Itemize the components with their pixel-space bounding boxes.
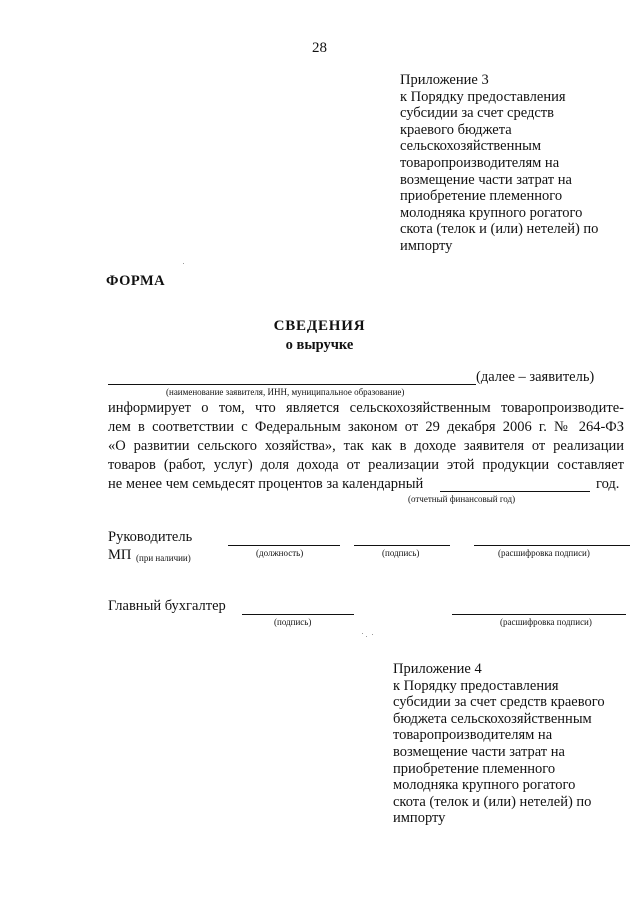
appendix-3-line: молодняка крупного рогатого xyxy=(400,204,583,221)
head-position-hint: (должность) xyxy=(256,548,304,558)
appendix-4-block xyxy=(393,661,605,827)
head-decoding-hint: (расшифровка подписи) xyxy=(498,548,590,558)
body-last-line-prefix: не менее чем семьдесят процентов за календарный xyxy=(108,476,424,492)
reporting-year-line[interactable] xyxy=(440,491,590,492)
appendix-4-line: Приложение 4 xyxy=(393,661,482,677)
head-signature-line[interactable] xyxy=(354,545,450,546)
body-last-line-suffix: год. xyxy=(596,476,620,492)
head-signature-hint: (подпись) xyxy=(382,548,420,558)
appendix-3-line: субсидии за счет средств xyxy=(400,105,554,122)
appendix-3-block xyxy=(400,72,598,255)
body-line: лем в соответствии с Федеральным законом от 29 декабря 2006 г. № 264-ФЗ xyxy=(108,419,624,435)
applicant-hint: (наименование заявителя, ИНН, муниципальное образование) xyxy=(166,387,405,397)
form-subtitle: о выручке xyxy=(285,337,354,353)
appendix-4-line: импорту xyxy=(393,810,446,827)
head-decoding-line[interactable] xyxy=(474,545,630,546)
appendix-3-line: скота (телок и (или) нетелей) по xyxy=(400,221,599,238)
body-line: «О развитии сельского хозяйства», так как в доходе заявителя от реализации xyxy=(108,438,624,454)
form-title: СВЕДЕНИЯ xyxy=(273,318,366,334)
appendix-3-line: к Порядку предоставления xyxy=(400,88,566,105)
page-number: 28 xyxy=(312,40,327,56)
scan-speck xyxy=(183,263,184,264)
appendix-3-line: возмещение части затрат на xyxy=(400,171,572,188)
scan-speck xyxy=(366,636,367,637)
appendix-4-line: скота (телок и (или) нетелей) по xyxy=(393,793,592,810)
head-label: Руководитель xyxy=(108,529,193,545)
appendix-3-line: товаропроизводителям на xyxy=(400,154,560,171)
appendix-3-line: Приложение 3 xyxy=(400,72,489,88)
form-label: ФОРМА xyxy=(106,273,166,289)
appendix-4-line: молодняка крупного рогатого xyxy=(393,777,576,794)
accountant-decoding-line[interactable] xyxy=(452,614,626,615)
head-position-line[interactable] xyxy=(228,545,340,546)
appendix-3-line: краевого бюджета xyxy=(400,121,512,138)
appendix-4-line: приобретение племенного xyxy=(393,760,556,777)
stamp-note: (при наличии) xyxy=(136,553,191,563)
accountant-label: Главный бухгалтер xyxy=(108,598,226,614)
stamp-label: МП xyxy=(108,547,132,563)
scan-speck xyxy=(362,633,363,634)
appendix-4-line: возмещение части затрат на xyxy=(393,743,565,760)
reporting-year-hint: (отчетный финансовый год) xyxy=(408,494,516,504)
appendix-3-line: сельскохозяйственным xyxy=(400,138,542,155)
body-line: товаров (работ, услуг) доля дохода от реализации этой продукции составляет xyxy=(108,457,624,473)
body-line: информирует о том, что является сельскохозяйственным товаропроизводите- xyxy=(108,400,624,416)
applicant-suffix: (далее – заявитель) xyxy=(476,369,595,385)
appendix-4-line: к Порядку предоставления xyxy=(393,677,559,694)
applicant-name-line[interactable] xyxy=(108,384,476,385)
accountant-signature-hint: (подпись) xyxy=(274,617,312,627)
appendix-4-line: субсидии за счет средств краевого xyxy=(393,694,605,711)
accountant-decoding-hint: (расшифровка подписи) xyxy=(500,617,592,627)
appendix-4-line: бюджета сельскохозяйственным xyxy=(393,710,592,727)
appendix-3-line: импорту xyxy=(400,237,453,254)
appendix-3-line: приобретение племенного xyxy=(400,188,563,205)
appendix-4-line: товаропроизводителям на xyxy=(393,727,553,744)
scan-speck xyxy=(372,634,373,635)
accountant-signature-line[interactable] xyxy=(242,614,354,615)
